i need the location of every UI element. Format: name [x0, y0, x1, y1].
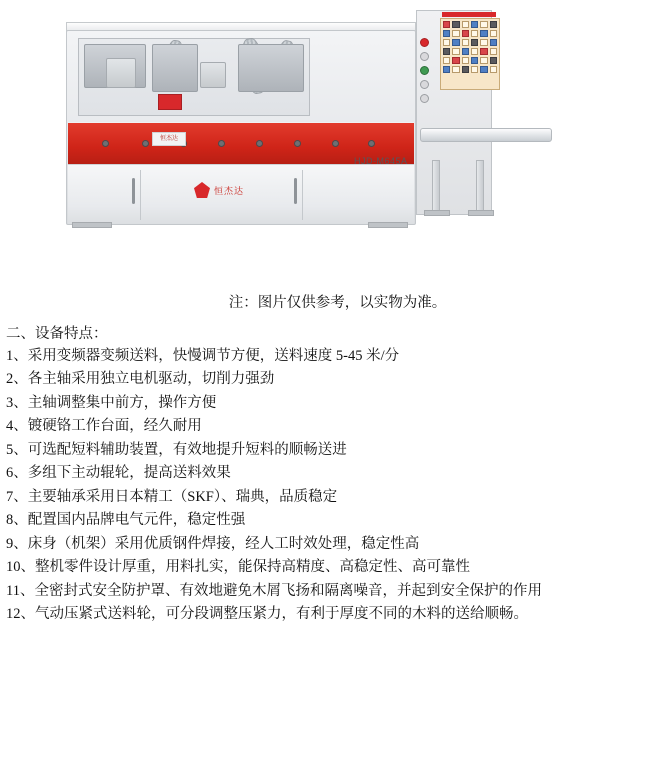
- product-photo: [0, 0, 645, 283]
- list-item: 3、主轴调整集中前方，操作方便: [6, 394, 217, 411]
- list-item: 8、配置国内品牌电气元件，稳定性强: [6, 512, 246, 529]
- list-item: 11、全密封式安全防护罩、有效地避免木屑飞扬和隔离噪音，并起到安全保护的作用: [6, 582, 542, 599]
- list-item: 7、主要轴承采用日本精工（SKF）、瑞典，品质稳定: [6, 488, 338, 505]
- list-item: 4、镀硬铬工作台面，经久耐用: [6, 418, 202, 435]
- red-accent-block: [158, 94, 182, 110]
- cabinet-top-stripe: [442, 12, 496, 17]
- brand-logo: [194, 182, 244, 198]
- list-item: 2、各主轴采用独立电机驱动，切削力强劲: [6, 371, 275, 388]
- operator-button-column: [420, 38, 429, 103]
- brand-badge: 恒杰达: [152, 132, 186, 146]
- spindle-hood: [238, 44, 304, 92]
- logo-text: 恒杰达: [214, 185, 245, 196]
- list-item: 1、采用变频器变频送料，快慢调节方便，送料速度 5-45 米/分: [6, 348, 400, 364]
- list-item: 9、床身（机架）采用优质钢件焊接，经人工时效处理，稳定性高: [6, 535, 420, 552]
- list-item: 12、气动压紧式送料轮，可分段调整压紧力，有利于厚度不同的木料的送给顺畅。: [6, 606, 528, 623]
- machine-model-label: HJD-M645A: [354, 156, 408, 166]
- machine-illustration: [48, 10, 553, 235]
- section-title: 二、设备特点：: [6, 326, 108, 342]
- list-item: 10、整机零件设计厚重，用料扎实，能保持高精度、高稳定性、高可靠性: [6, 559, 470, 576]
- feature-list: [0, 345, 645, 627]
- outfeed-table: [420, 128, 552, 142]
- logo-mark-icon: [194, 182, 210, 198]
- list-item: 6、多组下主动辊轮，提高送料效果: [6, 465, 231, 482]
- spindle-hood: [152, 44, 198, 92]
- photo-disclaimer-note: 注：图片仅供参考，以实物为准。: [228, 295, 447, 311]
- control-panel: [440, 18, 500, 90]
- list-item: 5、可选配短料辅助装置，有效地提升短料的顺畅送进: [6, 441, 347, 458]
- spindle-motor: [106, 58, 136, 88]
- spindle-motor: [200, 62, 226, 88]
